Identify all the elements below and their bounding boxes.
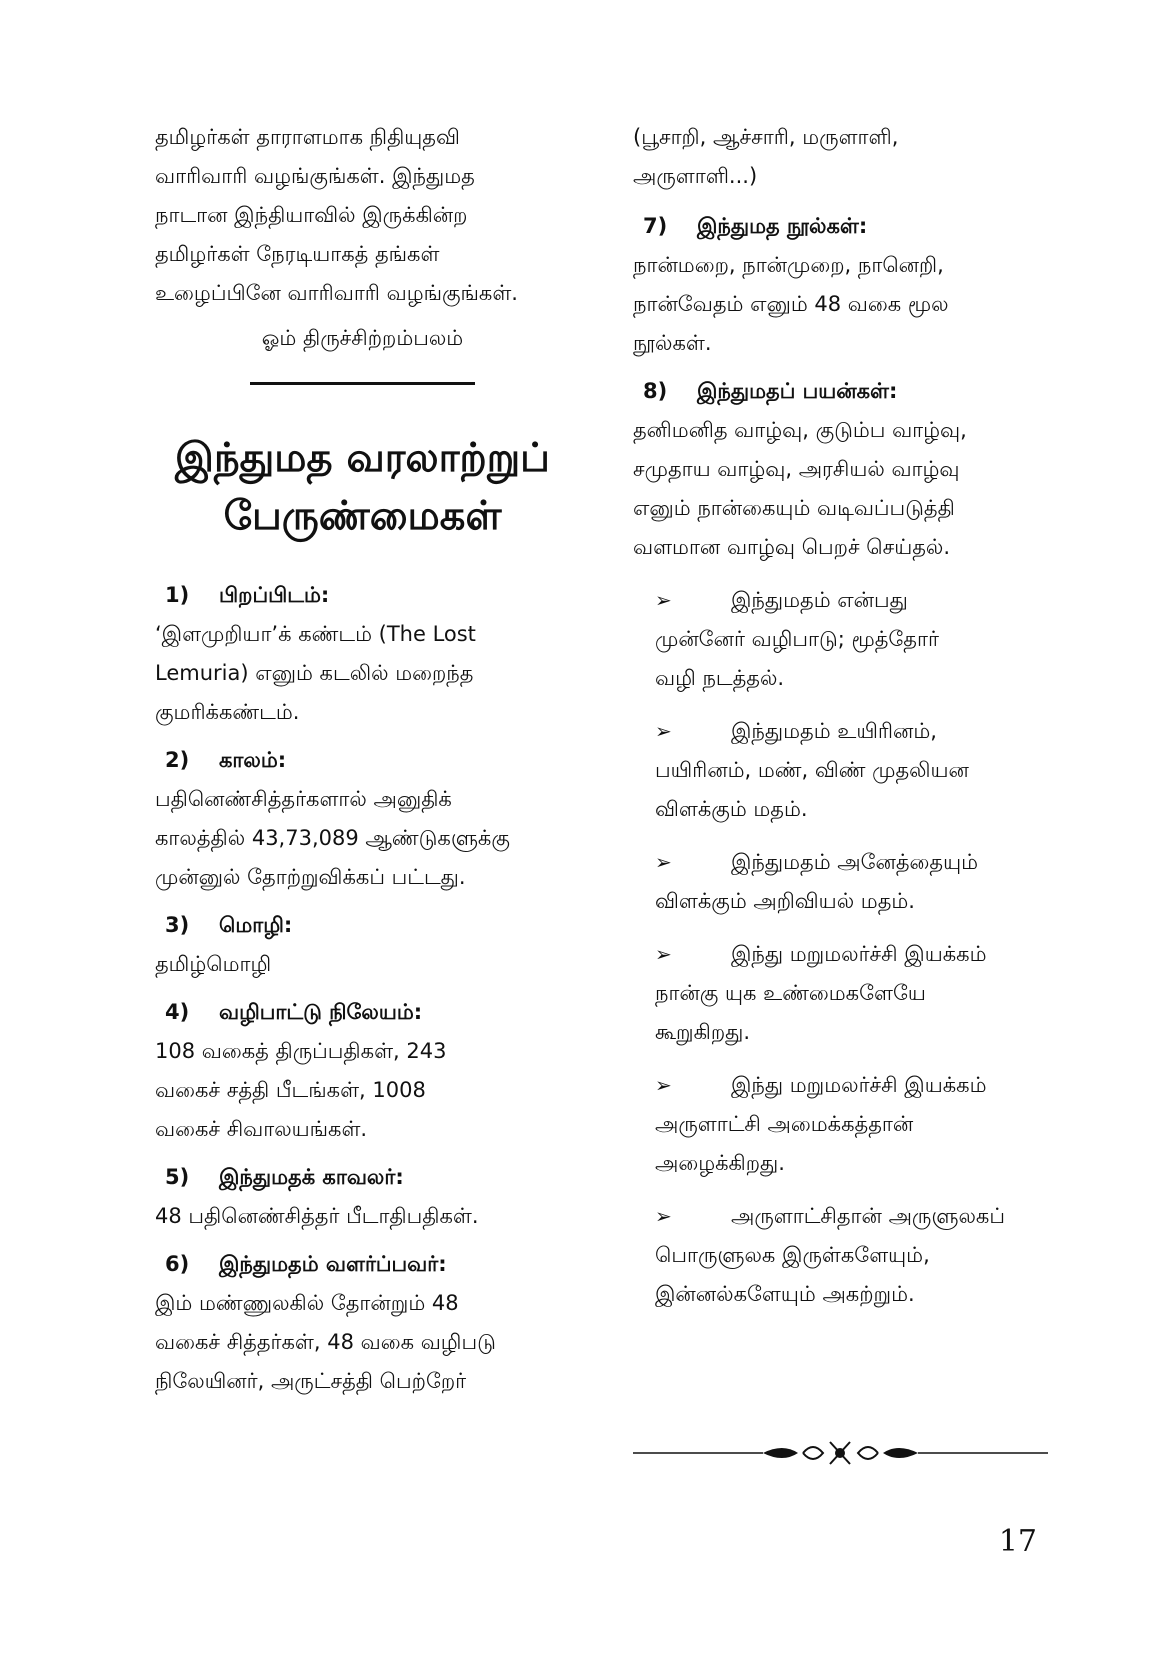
text-line: தமிழர்கள் நேரடியாகத் தங்கள் bbox=[155, 242, 440, 266]
text-line: வழி நடத்தல். bbox=[655, 666, 785, 690]
left-column bbox=[155, 118, 570, 1409]
text-line: குமரிக்கண்டம். bbox=[155, 700, 300, 724]
text-line: தனிமனித வாழ்வு, குடும்ப வாழ்வு, bbox=[633, 418, 967, 442]
section-heading-text: மொழி: bbox=[219, 913, 293, 937]
text-line: நிலேயினர், அருட்சத்தி பெற்றேர் bbox=[155, 1369, 467, 1393]
section-heading bbox=[155, 740, 570, 780]
text-line: வளமான வாழ்வு பெறச் செய்தல். bbox=[633, 535, 951, 559]
section-number: 1) bbox=[165, 583, 190, 607]
text-line: நான்வேதம் எனும் 48 வகை மூல bbox=[633, 292, 949, 316]
right-top-lines bbox=[633, 118, 1048, 196]
bullet-arrow-icon: ➢ bbox=[655, 588, 672, 612]
text-line bbox=[633, 843, 1048, 882]
right-sections bbox=[633, 206, 1048, 567]
bullet-item bbox=[633, 1197, 1048, 1314]
section-number: 7) bbox=[643, 214, 668, 238]
text-line: பயிரினம், மண், விண் முதலியன bbox=[655, 758, 969, 782]
bullet-arrow-icon: ➢ bbox=[655, 850, 672, 874]
bullet-arrow-icon: ➢ bbox=[655, 942, 672, 966]
text-line bbox=[633, 1066, 1048, 1105]
bullet-item bbox=[633, 1066, 1048, 1183]
text-line: எனும் நான்கையும் வடிவப்படுத்தி bbox=[633, 496, 955, 520]
text-line: முன்னேர் வழிபாடு; மூத்தோர் bbox=[655, 627, 939, 651]
text-line: அருளாளி...) bbox=[633, 164, 758, 188]
section-heading bbox=[155, 1244, 570, 1284]
title-line-2: பேருண்மைகள் bbox=[223, 493, 502, 539]
text-line: தமிழர்கள் தாராளமாக நிதியுதவி bbox=[155, 125, 460, 149]
bullet-item bbox=[633, 935, 1048, 1052]
text-line bbox=[633, 1197, 1048, 1236]
section-heading-text: இந்துமத நூல்கள்: bbox=[697, 214, 868, 238]
divider-rule bbox=[250, 382, 475, 385]
text-line: இன்னல்களேயும் அகற்றும். bbox=[655, 1282, 915, 1306]
text-line: உழைப்பினே வாரிவாரி வழங்குங்கள். bbox=[155, 281, 518, 305]
bullet-list bbox=[633, 581, 1048, 1314]
section bbox=[155, 992, 570, 1149]
text-line bbox=[633, 935, 1048, 974]
right-column bbox=[633, 118, 1048, 1314]
text-line: விளக்கும் அறிவியல் மதம். bbox=[655, 889, 915, 913]
left-sections bbox=[155, 575, 570, 1401]
text-line: அருளாட்சி அமைக்கத்தான் bbox=[655, 1112, 914, 1136]
text-line: வகைச் சித்தர்கள், 48 வகை வழிபடு bbox=[155, 1330, 496, 1354]
title-line-1: இந்துமத வரலாற்றுப் bbox=[175, 435, 550, 481]
section-number: 8) bbox=[643, 379, 668, 403]
text-line: ‘இளமுறியா’க் கண்டம் (The Lost bbox=[155, 622, 476, 646]
text-line: நான்மறை, நான்முறை, நானெறி, bbox=[633, 253, 944, 277]
bullet-text: இந்துமதம் உயிரினம், bbox=[731, 719, 937, 743]
text-line: நாடான இந்தியாவில் இருக்கின்ற bbox=[155, 203, 468, 227]
bullet-item bbox=[633, 843, 1048, 921]
section-heading bbox=[155, 905, 570, 945]
section-heading bbox=[155, 992, 570, 1032]
section-number: 2) bbox=[165, 748, 190, 772]
bullet-item bbox=[633, 712, 1048, 829]
bullet-item bbox=[633, 581, 1048, 698]
section-heading-text: இந்துமதக் காவலர்: bbox=[219, 1165, 404, 1189]
text-line: 108 வகைத் திருப்பதிகள், 243 bbox=[155, 1039, 447, 1063]
bullet-text: இந்து மறுமலர்ச்சி இயக்கம் bbox=[731, 1073, 987, 1097]
section bbox=[155, 740, 570, 897]
text-line: வகைச் சத்தி பீடங்கள், 1008 bbox=[155, 1078, 426, 1102]
om-line: ஓம் திருச்சிற்றம்பலம் bbox=[261, 326, 464, 350]
text-line bbox=[633, 712, 1048, 751]
section-heading bbox=[633, 206, 1048, 246]
ornament-divider bbox=[633, 1438, 1048, 1468]
text-line: கூறுகிறது. bbox=[655, 1020, 751, 1044]
section-heading-text: பிறப்பிடம்: bbox=[219, 583, 330, 607]
section-heading bbox=[155, 1157, 570, 1197]
section bbox=[155, 575, 570, 732]
text-line: பொருளுலக இருள்களேயும், bbox=[655, 1243, 930, 1267]
text-line: தமிழ்மொழி bbox=[155, 952, 272, 976]
text-line: நான்கு யுக உண்மைகளேயே bbox=[655, 981, 926, 1005]
text-line: அழைக்கிறது. bbox=[655, 1151, 785, 1175]
text-line: வகைச் சிவாலயங்கள். bbox=[155, 1117, 368, 1141]
intro-paragraph bbox=[155, 118, 570, 313]
bullet-arrow-icon: ➢ bbox=[655, 1204, 672, 1228]
text-line: இம் மண்ணுலகில் தோன்றும் 48 bbox=[155, 1291, 459, 1315]
text-line: நூல்கள். bbox=[633, 331, 712, 355]
section-number: 6) bbox=[165, 1252, 190, 1276]
section bbox=[633, 206, 1048, 363]
section-heading-text: காலம்: bbox=[219, 748, 287, 772]
section bbox=[155, 1157, 570, 1236]
bullet-text: இந்துமதம் அனேத்தையும் bbox=[731, 850, 979, 874]
section-number: 4) bbox=[165, 1000, 190, 1024]
section-heading-text: வழிபாட்டு நிலேயம்: bbox=[219, 1000, 423, 1024]
text-line: (பூசாறி, ஆச்சாரி, மருளாளி, bbox=[633, 125, 899, 149]
section bbox=[155, 905, 570, 984]
section-heading bbox=[155, 575, 570, 615]
section-number: 5) bbox=[165, 1165, 190, 1189]
section-heading-text: இந்துமதம் வளர்ப்பவர்: bbox=[219, 1252, 447, 1276]
text-line: Lemuria) எனும் கடலில் மறைந்த bbox=[155, 661, 474, 685]
text-line: சமுதாய வாழ்வு, அரசியல் வாழ்வு bbox=[633, 457, 960, 481]
text-line: 48 பதினெண்சித்தர் பீடாதிபதிகள். bbox=[155, 1204, 479, 1228]
page-number: 17 bbox=[998, 1524, 1037, 1559]
text-line: பதினெண்சித்தர்களால் அனுதிக் bbox=[155, 787, 452, 811]
bullet-arrow-icon: ➢ bbox=[655, 1073, 672, 1097]
section-number: 3) bbox=[165, 913, 190, 937]
bullet-text: இந்து மறுமலர்ச்சி இயக்கம் bbox=[731, 942, 987, 966]
section-heading bbox=[633, 371, 1048, 411]
text-line bbox=[633, 581, 1048, 620]
section bbox=[633, 371, 1048, 567]
bullet-text: அருளாட்சிதான் அருளுலகப் bbox=[731, 1204, 1005, 1228]
text-line: வாரிவாரி வழங்குங்கள். இந்துமத bbox=[155, 164, 475, 188]
section-heading-text: இந்துமதப் பயன்கள்: bbox=[697, 379, 898, 403]
text-line: முன்னுல் தோற்றுவிக்கப் பட்டது. bbox=[155, 865, 466, 889]
section bbox=[155, 1244, 570, 1401]
bullet-arrow-icon: ➢ bbox=[655, 719, 672, 743]
text-line: விளக்கும் மதம். bbox=[655, 797, 808, 821]
bullet-text: இந்துமதம் என்பது bbox=[731, 588, 908, 612]
text-line: காலத்தில் 43,73,089 ஆண்டுகளுக்கு bbox=[155, 826, 510, 850]
page-title bbox=[155, 429, 570, 545]
